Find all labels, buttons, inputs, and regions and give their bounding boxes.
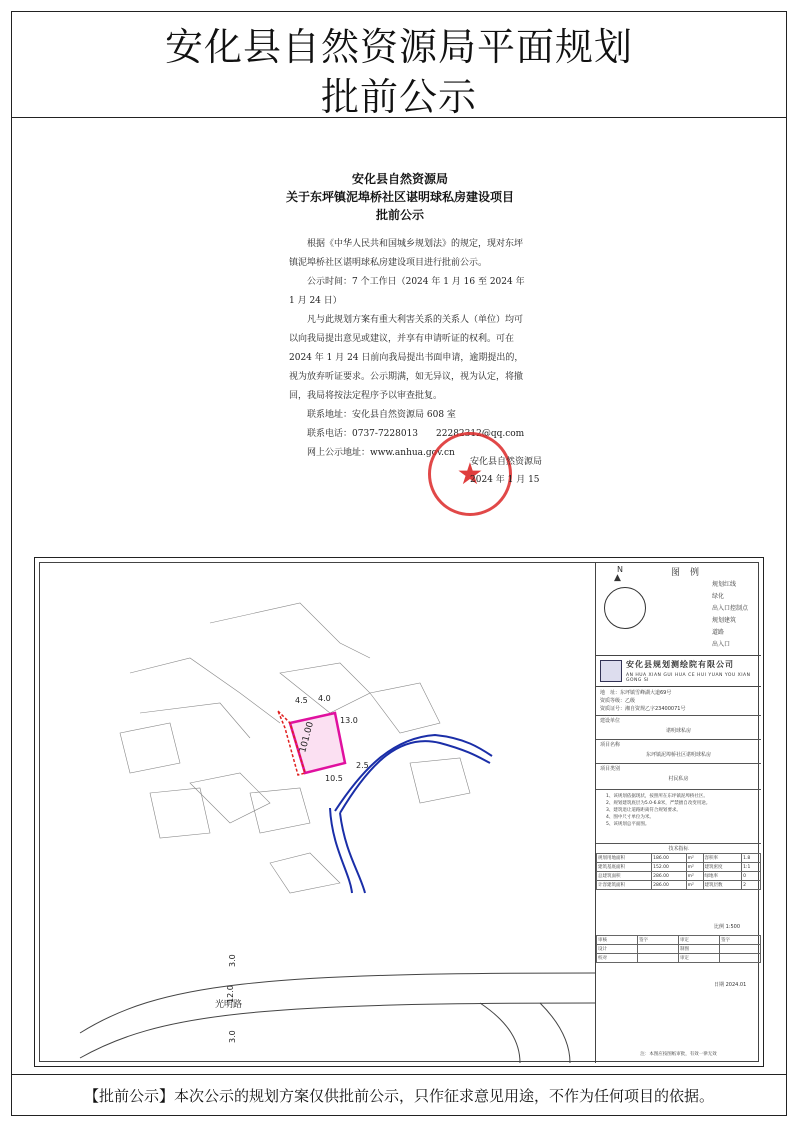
notice-org: 安化县自然资源局 [351,172,448,186]
tech-row-cell: 建筑密度 [703,863,742,872]
tech-row-cell: 0 [742,872,761,881]
tech-row-cell: 计容建筑面积 [597,881,652,890]
main-road-edge [80,1003,595,1058]
dim-label: 2.5 [356,761,369,770]
site-plan [34,557,764,1067]
tech-row-cell: 1.8 [742,854,761,863]
tech-row-cell: 186.00 [652,854,686,863]
company-cert: 资质证号：湘自资规乙字23400071号 [600,706,686,712]
site-plan-inner [39,562,759,1062]
road-name: 光明路 [215,1000,243,1010]
scale-value: 1:500 [725,924,741,930]
tech-row-cell: 总建筑面积 [597,872,652,881]
legend-title: 图例 [671,568,710,578]
contour-line [130,658,280,723]
notice-website: 网上公示地址：www.anhua.gov.cn [307,448,455,458]
legend-control-point: 出入口控制点 [712,605,749,612]
sign-row [597,945,761,954]
building-outline [150,788,210,838]
sign-row-cell: 设计 [597,945,638,954]
sign-date: 2024 年 1 月 15 [470,475,540,485]
tech-row-cell: 建筑层数 [703,881,742,890]
tech-row-cell: 建筑基底面积 [597,863,652,872]
notice-body [289,235,529,463]
notice-period: 公示时间：7 个工作日（2024 年 1 月 16 至 2024 年 1 月 24 日） [289,277,525,306]
category-value: 村民私房 [668,776,689,782]
scale-label: 比例 1:500 [714,924,741,930]
building-outline [410,758,470,803]
tech-row-cell: 2 [742,881,761,890]
company-logo-icon [600,660,622,682]
notes-list [606,793,756,828]
contour-line [210,603,370,658]
project-value: 谌明球私房 [665,728,691,734]
sign-table [596,935,761,963]
divider [596,789,761,790]
tech-title: 技术指标 [668,846,689,852]
sign-org: 安化县自然资源局 [470,457,543,467]
tech-row-cell: m² [686,854,703,863]
company-name: 安化县规划测绘院有限公司 [626,660,734,669]
sign-row-cell [638,954,679,963]
tech-row [597,863,761,872]
tech-row [597,881,761,890]
tech-row [597,872,761,881]
dim-label: 4.0 [318,694,331,703]
sign-row-cell [720,945,761,954]
tech-row-cell: 绿地率 [703,872,742,881]
building-area-label: 101.00 [298,720,317,754]
note-item: 4、图中尺寸单位为米。 [606,815,654,820]
planned-building [290,713,345,773]
tech-row-cell: m² [686,872,703,881]
note-item: 5、该规划总平面图。 [606,822,650,827]
page-header [11,11,787,118]
notice-para1: 根据《中华人民共和国城乡规划法》的规定，现对东坪镇泥埠桥社区谌明球私房建设项目进行批前公示。 [289,239,524,268]
sign-row-cell: 签字 [638,936,679,945]
main-road-edge [540,1003,570,1063]
sign-row-cell: 校对 [597,954,638,963]
divider [596,843,761,844]
notice-address: 联系地址：安化县自然资源局 608 室 [307,410,456,420]
road-dim-label: 3.0 [228,954,237,967]
north-arrow-icon: ▲ [614,573,621,583]
building-outline [120,723,180,773]
tech-row-cell: 规划用地面积 [597,854,652,863]
tech-row [597,854,761,863]
sign-row [597,936,761,945]
seal-star-icon: ★ [456,457,484,492]
tech-table [596,853,761,890]
road-dim-label: 12.0 [226,985,235,1003]
building-outline [270,853,340,893]
header-title: 安化县自然资源局平面规划 [164,25,633,69]
company-name-en: AN HUA XIAN GUI HUA CE HUI YUAN YOU XIAN GONG SI [626,673,751,683]
note-item: 3、建筑退让道路距离符合规划要求。 [606,808,681,813]
legend-entrance: 出入口 [712,641,731,648]
tech-row-cell: 286.00 [652,881,686,890]
building-outline [250,788,310,833]
company-block [596,655,761,687]
building-outline [370,683,440,733]
sign-row [597,954,761,963]
access-road-line1 [340,741,490,813]
tech-row-cell: 容积率 [703,854,742,863]
notice [0,170,800,458]
sign-row-cell: 审核 [597,936,638,945]
access-road-line2 [335,735,492,811]
project-name-label: 项目名称 [600,742,621,748]
divider [596,763,761,764]
sign-row-cell: 审定 [679,936,720,945]
project-label: 建设单位 [600,718,621,724]
tech-row-cell: m² [686,863,703,872]
notice-signature [470,453,542,489]
road-dim-label: 3.0 [228,1030,237,1043]
date-label: 日期 2024.01 [714,982,747,988]
compass-label: N [617,565,623,574]
sign-row-cell: 审定 [679,954,720,963]
site-plan-drawing [40,563,595,1063]
dim-label: 13.0 [340,716,358,725]
dim-label: 4.5 [295,696,308,705]
legend-green: 绿化 [712,593,725,600]
sign-row-cell [720,954,761,963]
tech-row-cell: 152.00 [652,863,686,872]
access-road-line3 [340,813,365,893]
building-outline [280,663,370,713]
header-subtitle: 批前公示 [320,75,477,119]
legend-road: 道路 [712,629,725,636]
divider [596,739,761,740]
main-road-edge [480,1003,520,1063]
tech-row-cell: m² [686,881,703,890]
sign-row-cell: 签字 [720,936,761,945]
title-block [595,563,760,1063]
notice-phone: 联系电话：0737-7228013 22282312@qq.com [307,429,525,439]
notice-subject: 关于东坪镇泥埠桥社区谌明球私房建设项目 [285,190,514,204]
compass-icon [604,587,646,629]
note-item: 1、该规划依据现状，按照所在东坪镇泥埠桥社区。 [606,794,708,799]
page-footer: 【批前公示】本次公示的规划方案仅供批前公示，只作征求意见用途，不作为任何项目的依据。 [11,1074,787,1116]
date-value: 2024.01 [725,982,747,988]
drawing-footnote: 注：本图应按图纸审批，有效一律无效 [640,1052,717,1057]
sign-row-cell: 制图 [679,945,720,954]
notice-para2: 凡与此规划方案有重大利害关系的关系人（单位）均可以向我局提出意见或建议，并享有申请听证的权利。可在 2024 年 1 月 24 日前向我局提出书面申请，逾期提出的，视为放弃听证要求。公示期满，如无异议，视为认定，将撤回，我局将按法定程序予以审查批复。 [289,315,524,401]
project-name-value: 东坪镇泥埠桥社区谌明球私房 [645,752,711,758]
note-item: 2、规划建筑底层为5.0-6.8米，严禁擅自改变用途。 [606,801,711,806]
tech-row-cell: 286.00 [652,872,686,881]
category-label: 项目类别 [600,766,621,772]
building-outline [140,703,250,738]
tech-row-cell: 1:1 [742,863,761,872]
notice-kind: 批前公示 [375,208,424,222]
divider [596,715,761,716]
sign-row-cell [638,945,679,954]
dim-label: 10.5 [325,774,343,783]
company-address: 地 址：东坪镇雪峰湖大道69号 [600,690,672,696]
legend-planned-building: 规划建筑 [712,617,737,624]
legend-red-line: 规划红线 [712,581,737,588]
company-qualification: 资质等级：乙级 [600,698,636,704]
